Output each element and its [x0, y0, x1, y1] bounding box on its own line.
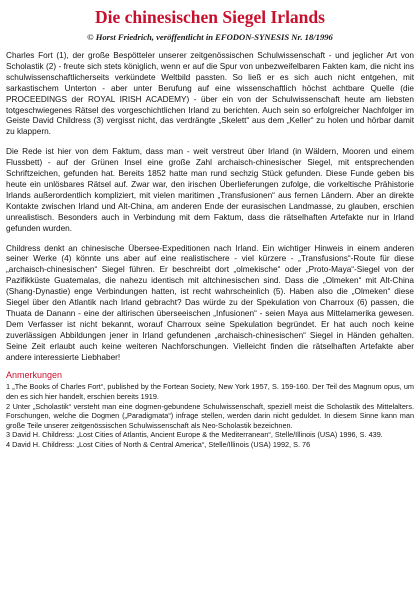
body-paragraph: Charles Fort (1), der große Bespötteler unserer zeitgenössischen Schulwissenschaft - und jeglicher Art von Scholastik (2) - freute sich stets königlich, wenn er auf die Spur von unbezweifelbaren Fakten kam, die nicht ins schulwissenschaftlicherseits verkündete Weltbild passten. So ließ er es sich auch nicht entgehen, mit sarkastischem Unterton - aber unter Berufung auf eine wissenschaftlich höchst achtbare Quelle (die PROCEEDINGS der ROYAL IRISH ACADEMY) - über ein von der Schulwissenschaft heute am liebsten totgeschwiegenes Rätsel des vorgeschichtlichen Irland zu berichten. Auch sein so erfolgreicher Nachfolger im Geiste David Childress (3) vergisst nicht, das verdrängte „Skelett“ aus dem „Keller“ zu holen und hörbar damit zu klappern.: [6, 51, 414, 137]
footnote: 1 „The Books of Charles Fort“, published by the Fortean Society, New York 1957, S. 159-160. Der Teil des Magnum opus, um den es sich hier handelt, erschien bereits 1919.: [6, 382, 414, 402]
footnote: 2 Unter „Scholastik“ versteht man eine dogmen-gebundene Schulwissenschaft, speziell meist die Scholastik des Mittelalters. Forschungen, welche die Dogmen („Paradigmata“) infrage stellen, werden darin nicht geduldet. In diesem Sinne kann man große Teile unserer zeitgenössischen Schulwissenschaft als Neo-Scholastik bezeichnen.: [6, 401, 414, 430]
footnotes-heading: Anmerkungen: [6, 370, 63, 381]
article-byline: © Horst Friedrich, veröffentlicht in EFODON-SYNESIS Nr. 18/1996: [87, 32, 333, 42]
body-paragraph: Die Rede ist hier von dem Faktum, dass man - weit verstreut über Irland (in Wäldern, Mooren und einem Flussbett) - auf der Grünen Insel eine große Zahl archaisch-chinesischer Siegel, mit entsprechenden Schriftzeichen, gefunden hat. Bereits 1852 hatte man rund sechzig Stück gefunden. Diese Funde geben bis heute ein unlösbares Rätsel auf. Zwar war, den irischen Überlieferungen zufolge, die vorkeltische Prähistorie Irlands außerordentlich kompliziert, mit vielen maritimen „Transfusionen“ aus fernen Ländern. Aber an direkte Kontakte zwischen Irland und Alt-China, am anderen Ende der eurasischen Landmasse, zu glauben, erschien unrealistisch. Besonders auch in Verbindung mit dem Faktum, dass die rätselhaften Artefakte nur in Irland gefunden wurden.: [6, 147, 414, 233]
footnote: 3 David H. Childress: „Lost Cities of Atlantis, Ancient Europe & the Mediterranean“, Stelle/Illinois (USA) 1996, S. 439.: [6, 430, 383, 440]
footnotes-section: [6, 370, 414, 449]
document-page: [0, 7, 420, 601]
body-paragraph: Childress denkt an chinesische Übersee-Expeditionen nach Irland. Ein wichtiger Hinweis in einem anderen seiner Werke (4) könnte uns aber auf eine realistischere - viel kürzere - „Transfusions“-Route für diese „archaisch-chinesischen“ Siegel führen. Er beschreibt dort „olmekische“ oder „Proto-Maya“-Siegel von der Pazifikküste Guatemalas, die nahezu identisch mit altchinesischen sind. Dass die „Olmeken“ mit Alt-China (Shang-Dynastie) enge Verbindungen hatten, ist recht wahrscheinlich (5). Haben also die „Olmeken“ diese Siegel über den Atlantik nach Irland gebracht? Das würde zu der Spekulation von Charroux (6) passen, die Thuata de Danann - eine der altirischen überseeischen „Infusionen“ - seien Maya aus Mittelamerika gewesen. Dem Verfasser ist nicht bekannt, worauf Charroux seine Spekulation begründet. Er hat auch noch keine zuverlässigen Abbildungen jener in Irland gefundenen „archaisch-chinesischen“ Siegel in Händen gehalten. Seine Zeit erlaubt auch keine weiteren Nachforschungen. Vielleicht finden die rätselhaften Artefakte aber andere interessierte Liebhaber!: [6, 243, 414, 362]
footnote: 4 David H. Childress: „Lost Cities of North & Central America“, Stelle/Illinois (USA) 1992, S. 76: [6, 440, 311, 450]
article-title: Die chinesischen Siegel Irlands: [95, 7, 325, 27]
article-body: [6, 51, 414, 363]
